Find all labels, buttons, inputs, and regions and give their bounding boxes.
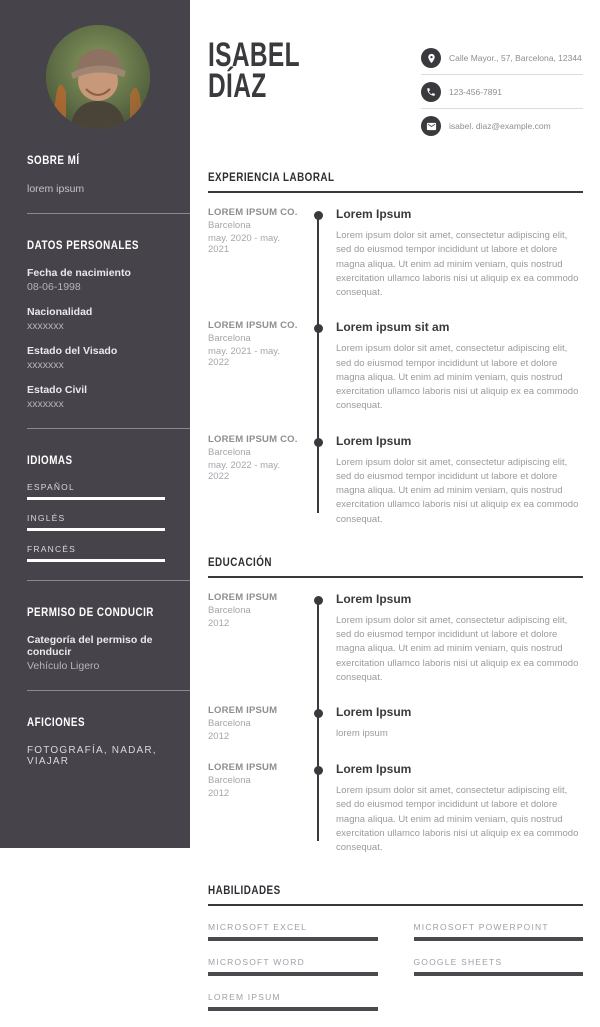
language-item <box>27 482 168 500</box>
section-rule <box>208 904 583 906</box>
personal-data-item <box>27 384 168 410</box>
sidebar-divider <box>27 428 190 429</box>
last-name: DÍAZ <box>208 67 267 106</box>
personal-data-title: DATOS PERSONALES <box>27 238 139 252</box>
skill-name: GOOGLE SHEETS <box>413 957 503 968</box>
language-level-track <box>27 528 165 531</box>
experience-entry <box>208 320 583 413</box>
sidebar <box>0 0 190 848</box>
personal-data-label: Estado del Visado <box>27 345 118 357</box>
language-name: INGLÉS <box>27 513 66 523</box>
entry-description: Lorem ipsum dolor sit amet, consectetur adipiscing elit, sed do eiusmod tempor incididunt ut labore et dolore magna aliqua. Ut enim ad minim veniam, quis nostrud exercitation ullamco laboris nisi ut aliquip ex ea commodo consequat. <box>336 456 579 525</box>
driving-license-item <box>27 634 168 672</box>
entry-school: LOREM IPSUM <box>208 591 278 603</box>
education-entry <box>208 705 583 742</box>
header <box>208 0 583 142</box>
entry-description: Lorem ipsum dolor sit amet, consectetur adipiscing elit, sed do eiusmod tempor incididunt ut labore et dolore magna aliqua. Ut enim ad minim veniam, quis nostrud exercitation ullamco laboris nisi ut aliquip ex ea commodo consequat. <box>336 343 579 412</box>
skill-name: MICROSOFT POWERPOINT <box>413 922 549 933</box>
profile-photo-illustration <box>46 25 150 129</box>
contact-row-address <box>421 44 583 75</box>
driving-license-title: PERMISO DE CONDUCIR <box>27 605 154 619</box>
education-entry <box>208 592 583 685</box>
entry-location: Barcelona <box>208 775 251 786</box>
section-rule <box>208 191 583 193</box>
personal-data-label: Fecha de nacimiento <box>27 267 131 279</box>
personal-data-value: xxxxxxx <box>27 359 64 371</box>
hobbies-section <box>27 713 168 767</box>
contact-email: isabel. diaz@example.com <box>449 121 551 131</box>
profile-photo <box>46 25 150 129</box>
skill-bar <box>208 1007 378 1011</box>
entry-detail <box>336 434 583 527</box>
personal-data-label: Estado Civil <box>27 384 88 396</box>
language-level-bar <box>27 528 165 531</box>
first-name: ISABEL <box>208 36 300 74</box>
personal-data-value: xxxxxxx <box>27 398 64 410</box>
experience-entry <box>208 434 583 527</box>
personal-data-item <box>27 345 168 371</box>
entry-detail <box>336 207 583 300</box>
entry-degree: Lorem Ipsum <box>336 762 412 776</box>
skill-name: MICROSOFT EXCEL <box>208 922 308 933</box>
entry-dates: 2012 <box>208 788 230 799</box>
entry-school: LOREM IPSUM <box>208 762 278 773</box>
entry-dates: 2012 <box>208 731 230 742</box>
entry-role: Lorem Ipsum <box>336 433 412 448</box>
entry-company: LOREM IPSUM CO. <box>208 433 298 445</box>
driving-license-section <box>27 603 168 672</box>
entry-detail <box>336 705 583 742</box>
language-name: FRANCÉS <box>27 544 77 554</box>
language-level-bar <box>27 559 165 562</box>
skill-bar <box>414 972 584 976</box>
entry-meta <box>208 434 300 527</box>
timeline-line <box>317 216 319 513</box>
entry-dates: may. 2022 - may. 2022 <box>208 459 280 482</box>
email-icon <box>421 116 441 136</box>
location-icon <box>421 48 441 68</box>
education-title: EDUCACIÓN <box>208 554 273 569</box>
entry-company: LOREM IPSUM CO. <box>208 320 298 332</box>
phone-icon <box>421 82 441 102</box>
skills-title: HABILIDADES <box>208 883 281 898</box>
entry-role: Lorem Ipsum <box>336 207 412 221</box>
entry-detail <box>336 592 583 685</box>
education-section <box>208 553 583 856</box>
contact-phone: 123-456-7891 <box>449 87 502 97</box>
language-level-bar <box>27 497 165 500</box>
about-text: lorem ipsum <box>27 183 85 195</box>
entry-dates: may. 2021 - may. 2022 <box>208 346 280 369</box>
experience-entry <box>208 207 583 300</box>
personal-data-value: 08-06-1998 <box>27 281 81 293</box>
skill-bar <box>208 937 378 941</box>
skill-item <box>414 922 584 941</box>
sidebar-divider <box>27 213 190 214</box>
skill-bar <box>414 937 584 941</box>
entry-role: Lorem ipsum sit am <box>336 320 450 335</box>
entry-description: Lorem ipsum dolor sit amet, consectetur adipiscing elit, sed do eiusmod tempor incididunt ut labore et dolore magna aliqua. Ut enim ad minim veniam, quis nostrud exercitation ullamco laboris nisi ut aliquip ex ea commodo consequat. <box>336 230 579 298</box>
section-rule <box>208 576 583 578</box>
entry-description: Lorem ipsum dolor sit amet, consectetur adipiscing elit, sed do eiusmod tempor incididunt ut labore et dolore magna aliqua. Ut enim ad minim veniam, quis nostrud exercitation ullamco laboris nisi ut aliquip ex ea commodo consequat. <box>336 614 579 683</box>
entry-detail <box>336 320 583 413</box>
entry-meta <box>208 705 300 742</box>
language-name: ESPAÑOL <box>27 482 75 492</box>
entry-location: Barcelona <box>208 718 251 729</box>
education-entries <box>208 592 583 856</box>
languages-title: IDIOMAS <box>27 453 73 467</box>
skills-section <box>208 881 583 1027</box>
about-title: SOBRE MÍ <box>27 153 80 167</box>
languages-section <box>27 451 168 562</box>
entry-meta <box>208 320 300 413</box>
entry-dates: may. 2020 - may. 2021 <box>208 233 280 255</box>
entry-degree: Lorem Ipsum <box>336 591 412 606</box>
contact-row-email <box>421 112 583 142</box>
experience-entries <box>208 207 583 527</box>
contact-row-phone <box>421 78 583 109</box>
sidebar-divider <box>27 690 190 691</box>
entry-dates: 2012 <box>208 617 230 629</box>
personal-data-item <box>27 306 168 332</box>
entry-location: Barcelona <box>208 220 251 231</box>
education-entry <box>208 762 583 855</box>
driving-license-value: Vehículo Ligero <box>27 660 100 672</box>
entry-school: LOREM IPSUM <box>208 705 278 716</box>
hobbies-title: AFICIONES <box>27 715 86 729</box>
timeline-line <box>317 601 319 842</box>
skill-item <box>208 922 378 941</box>
skill-name: MICROSOFT WORD <box>208 957 305 968</box>
skills-columns <box>208 922 583 1027</box>
skill-item <box>208 992 378 1011</box>
main-content <box>208 0 583 1003</box>
entry-location: Barcelona <box>208 604 251 616</box>
entry-meta <box>208 592 300 685</box>
skills-column-left <box>208 922 378 1027</box>
hobbies-text: FOTOGRAFÍA, NADAR, VIAJAR <box>27 745 157 767</box>
sidebar-divider <box>27 580 190 581</box>
language-item <box>27 544 168 562</box>
entry-detail <box>336 762 583 855</box>
experience-title: EXPERIENCIA LABORAL <box>208 170 335 184</box>
personal-data-item <box>27 267 168 293</box>
contact-address: Calle Mayor., 57, Barcelona, 12344 <box>449 53 582 63</box>
personal-data-section <box>27 236 168 410</box>
skills-column-right <box>414 922 584 1027</box>
entry-meta <box>208 207 300 300</box>
entry-description: Lorem ipsum dolor sit amet, consectetur adipiscing elit, sed do eiusmod tempor incididunt ut labore et dolore magna aliqua. Ut enim ad minim veniam, quis nostrud exercitation ullamco laboris nisi ut aliquip ex ea commodo consequat. <box>336 785 579 853</box>
candidate-name <box>208 36 300 142</box>
about-section <box>27 151 168 195</box>
entry-degree: Lorem Ipsum <box>336 705 412 719</box>
entry-location: Barcelona <box>208 446 251 458</box>
language-item <box>27 513 168 531</box>
experience-section <box>208 168 583 527</box>
entry-location: Barcelona <box>208 333 251 345</box>
skill-bar <box>208 972 378 976</box>
personal-data-value: xxxxxxx <box>27 320 64 332</box>
language-level-track <box>27 559 165 562</box>
entry-description: lorem ipsum <box>336 728 388 739</box>
entry-company: LOREM IPSUM CO. <box>208 207 298 218</box>
skill-item <box>208 957 378 976</box>
skill-name: LOREM IPSUM <box>208 992 281 1003</box>
skill-item <box>414 957 584 976</box>
personal-data-label: Nacionalidad <box>27 306 93 318</box>
driving-license-label: Categoría del permiso de conducir <box>27 634 153 658</box>
contact-list <box>421 40 583 142</box>
entry-meta <box>208 762 300 855</box>
language-level-track <box>27 497 165 500</box>
